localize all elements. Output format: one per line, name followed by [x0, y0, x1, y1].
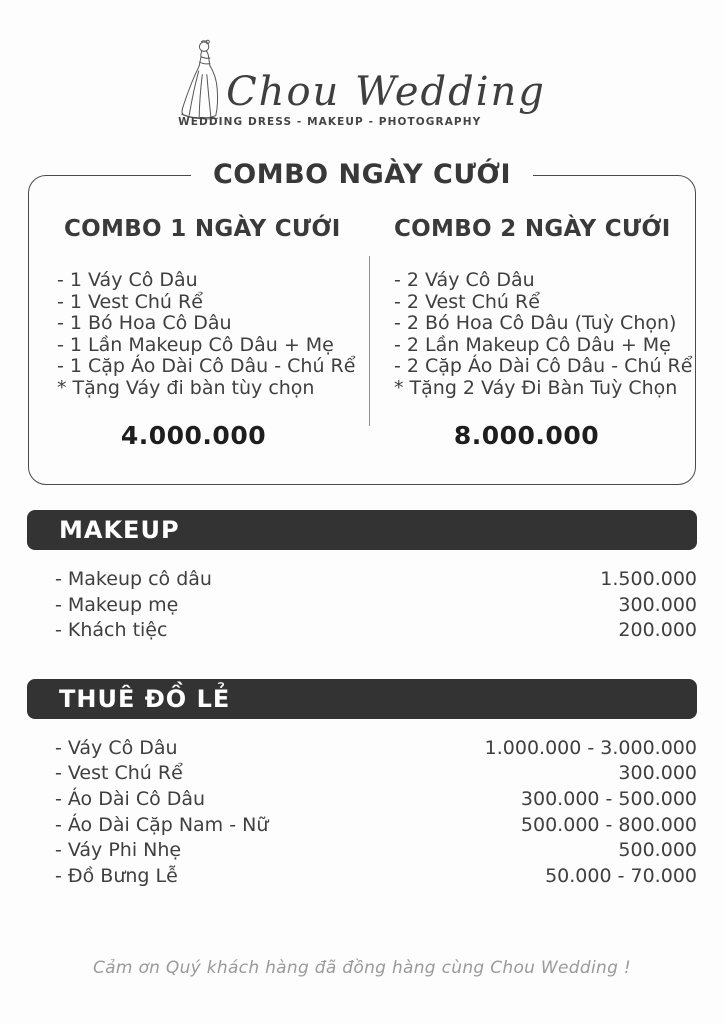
rental-section [27, 679, 697, 900]
item-label: - Vest Chú Rể [55, 762, 183, 785]
price-row [27, 618, 697, 644]
logo-tagline: WEDDING DRESS - MAKEUP - PHOTOGRAPHY [178, 116, 482, 128]
item-label: - Áo Dài Cặp Nam - Nữ [55, 813, 269, 836]
price-row [27, 593, 697, 619]
makeup-rows [27, 550, 697, 654]
price-row [27, 813, 697, 839]
list-item: - 1 Bó Hoa Cô Dâu [57, 312, 232, 334]
list-item: - 1 Váy Cô Dâu [57, 269, 198, 291]
combo-section-title: COMBO NGÀY CƯỚI [191, 156, 533, 194]
combo-box [28, 175, 696, 485]
makeup-section-header: MAKEUP [27, 510, 697, 550]
item-label: - Áo Dài Cô Dâu [55, 787, 206, 810]
item-price: 1.000.000 - 3.000.000 [484, 736, 697, 759]
list-item: - 2 Vest Chú Rể [394, 290, 540, 313]
price-row [27, 864, 697, 890]
list-item: - 2 Lần Makeup Cô Dâu + Mẹ [394, 333, 671, 356]
combo-section [28, 159, 696, 485]
combo-2-heading: COMBO 2 NGÀY CƯỚI [394, 216, 671, 242]
item-label: - Makeup mẹ [55, 593, 179, 616]
makeup-section [27, 510, 697, 654]
item-price: 300.000 - 500.000 [520, 787, 697, 810]
price-row [27, 787, 697, 813]
item-price: 500.000 - 800.000 [520, 813, 697, 836]
item-label: - Khách tiệc [55, 619, 168, 642]
brand-name: Chou Wedding [226, 69, 546, 115]
logo [178, 38, 546, 128]
list-item: - 2 Váy Cô Dâu [394, 269, 535, 291]
item-label: - Váy Cô Dâu [55, 736, 178, 759]
price-row [27, 838, 697, 864]
list-item: * Tặng Váy đi bàn tùy chọn [57, 376, 315, 399]
bride-dress-icon [178, 38, 232, 126]
combo-1-heading: COMBO 1 NGÀY CƯỚI [64, 216, 341, 242]
item-price: 300.000 [618, 593, 697, 616]
list-item: * Tặng 2 Váy Đi Bàn Tuỳ Chọn [394, 376, 678, 399]
list-item: - 2 Cặp Áo Dài Cô Dâu - Chú Rể [394, 355, 693, 377]
price-row [27, 761, 697, 787]
item-label: - Makeup cô dâu [55, 568, 212, 590]
thank-you-note: Cảm ơn Quý khách hàng đã đồng hàng cùng Chou Wedding ! [93, 958, 631, 978]
item-label: - Váy Phi Nhẹ [55, 839, 182, 862]
item-price: 200.000 [618, 619, 697, 642]
rental-rows [27, 719, 697, 900]
item-price: 50.000 - 70.000 [545, 864, 697, 887]
column-divider [369, 256, 370, 426]
rental-section-header: THUÊ ĐỒ LẺ [27, 679, 697, 719]
item-price: 300.000 [618, 762, 697, 785]
combo-2-items [394, 270, 695, 399]
item-label: - Đồ Bưng Lễ [55, 864, 178, 887]
list-item: - 1 Vest Chú Rể [57, 290, 203, 313]
list-item: - 1 Lần Makeup Cô Dâu + Mẹ [57, 333, 334, 356]
item-price: 500.000 [618, 839, 697, 862]
price-row [27, 736, 697, 762]
combo-2-column [358, 176, 695, 484]
combo-1-items [57, 270, 358, 399]
item-price: 1.500.000 [600, 568, 697, 590]
list-item: - 2 Bó Hoa Cô Dâu (Tuỳ Chọn) [394, 312, 677, 334]
combo-1-price: 4.000.000 [120, 421, 267, 450]
price-row [27, 567, 697, 593]
combo-1-column [29, 176, 358, 484]
list-item: - 1 Cặp Áo Dài Cô Dâu - Chú Rể [57, 355, 356, 377]
combo-2-price: 8.000.000 [453, 421, 600, 450]
header [0, 0, 724, 128]
